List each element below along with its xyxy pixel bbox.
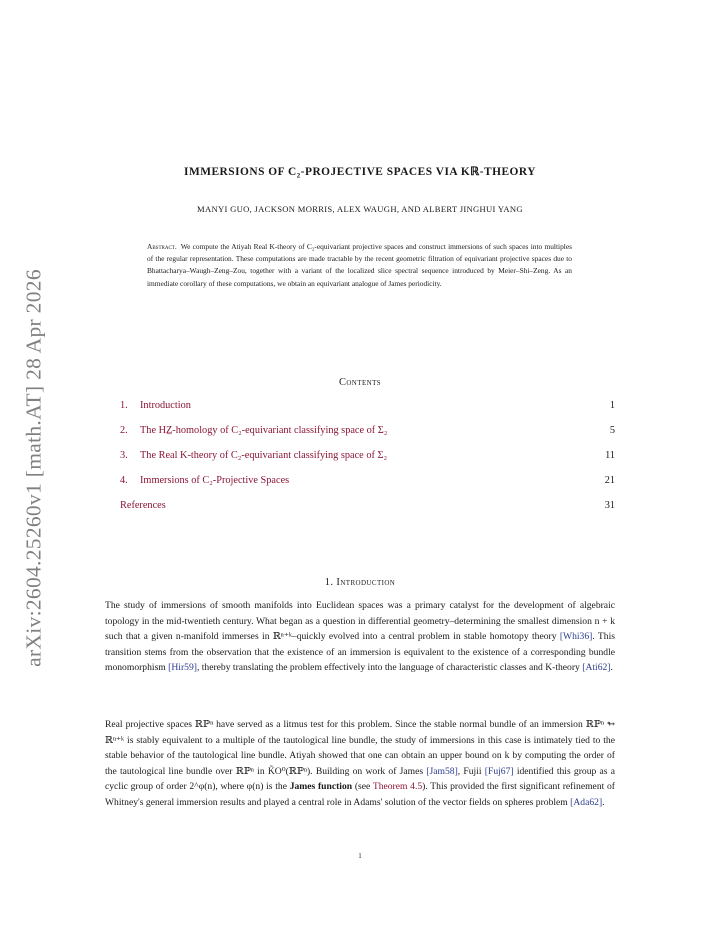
table-of-contents [120,400,615,525]
citation-link[interactable]: [Ada62] [570,796,603,808]
toc-entry-label[interactable] [120,450,387,461]
paragraph-text: . [602,796,605,808]
intro-paragraph-1 [105,598,615,676]
citation-link[interactable]: [Hir59] [168,662,197,673]
citation-link[interactable]: [Whi36] [559,631,593,642]
toc-entry-page: 11 [605,450,615,461]
citation-link[interactable]: [Jam58] [426,765,458,777]
toc-entry-title: Introduction [140,400,191,411]
toc-entry-page: 21 [604,475,615,486]
toc-entry-page: 1 [609,400,615,411]
paragraph-text: ). This provided the first significant refinement of Whitney's general immersion results and played a central role in Adams' solution of the vector fields on spheres problem [105,781,615,808]
toc-entry-label[interactable] [120,500,166,511]
toc-entry-label[interactable] [120,400,191,411]
toc-entry[interactable] [120,400,615,425]
abstract [147,241,572,290]
paragraph-text: . [610,662,613,673]
theorem-link[interactable]: Theorem 4.5 [372,781,423,792]
toc-entry-number: 3. [120,450,128,461]
paragraph-text: Real projective spaces ℝℙⁿ have served as a litmus test for this problem. Since the stable normal bundle of an immersion ℝℙⁿ ↬ ℝⁿ⁺ᵏ is stably equivalent to a multiple of the tautological line bundle, the study of immersions in this case is intimately tied to the stable behavior of the tautological line bundle. Atiyah showed that one can obtain an upper bound on k by computing the order of the tautological line bundle over ℝℙⁿ in K̃O⁰(ℝℙⁿ). Building on work of James [105,719,615,777]
paragraph-text: , Fujii [457,765,485,777]
paper-title: IMMERSIONS OF C₂-PROJECTIVE SPACES VIA Kℝ-THEORY [184,166,536,178]
contents-heading: Contents [338,377,382,388]
author-list: MANYI GUO, JACKSON MORRIS, ALEX WAUGH, AND ALBERT JINGHUI YANG [197,204,523,214]
toc-entry[interactable] [120,425,615,450]
page-number: 1 [358,852,362,860]
toc-entry-number: 1. [120,400,128,411]
paragraph-text: , thereby translating the problem effectively into the language of characteristic classes and K-theory [196,662,583,673]
intro-paragraph-2 [105,717,615,810]
paragraph-text: The study of immersions of smooth manifolds into Euclidean spaces was a primary catalyst for the development of algebraic topology in the mid-twentieth century. What began as a question in differential geometry–determining the smallest dimension n + k such that a given n-manifold immerses in ℝⁿ⁺ᵏ–quickly evolved into a central problem in stable homotopy theory [105,600,615,642]
section-heading: 1. Introduction [324,577,396,588]
toc-entry-page: 5 [609,425,615,436]
toc-entry-title: The Real K-theory of C₂-equivariant classifying space of Σ₂ [140,450,388,461]
toc-entry-label[interactable] [120,425,387,436]
toc-entry-title: References [120,500,166,511]
toc-entry-title: The HZ̲-homology of C₂-equivariant classifying space of Σ₂ [140,425,388,436]
arxiv-stamp [14,245,54,690]
abstract-text: We compute the Atiyah Real K-theory of C₂-equivariant projective spaces and construct immersions of such spaces into multiples of the regular representation. These computations are made tractable by the recent geometric filtration of equivariant projective spaces due to Bhattacharya–Waugh–Zeng–Zou, together with a variant of the localized slice spectral sequence introduced by Meier–Shi–Zeng. As an immediate corollary of these computations, we obtain an equivariant analogue of James periodicity. [147,242,572,288]
paragraph-text: identified this group as a cyclic group of order 2^φ(n), where φ(n) is the [105,765,616,792]
paragraph-text: . This transition stems from the observation that the existence of an immersion is equivalent to the existence of a corresponding bundle monomorphism [105,631,615,673]
toc-entry-page: 31 [604,500,615,511]
toc-entry-number: 4. [120,475,128,486]
citation-link[interactable]: [Fuj67] [484,765,514,777]
toc-entry-label[interactable] [120,475,289,486]
paragraph-text: (see [352,781,373,792]
toc-entry-title: Immersions of C₂-Projective Spaces [140,475,290,486]
toc-entry[interactable] [120,475,615,500]
abstract-label: Abstract. [147,242,177,251]
emphasis-term: James function [289,781,353,792]
toc-entry[interactable] [120,500,615,525]
citation-link[interactable]: [Ati62] [582,662,611,673]
toc-entry[interactable] [120,450,615,475]
arxiv-stamp-text: arXiv:2604.25260v1 [math.AT] 28 Apr 2026 [21,268,46,667]
toc-entry-number: 2. [120,425,128,436]
